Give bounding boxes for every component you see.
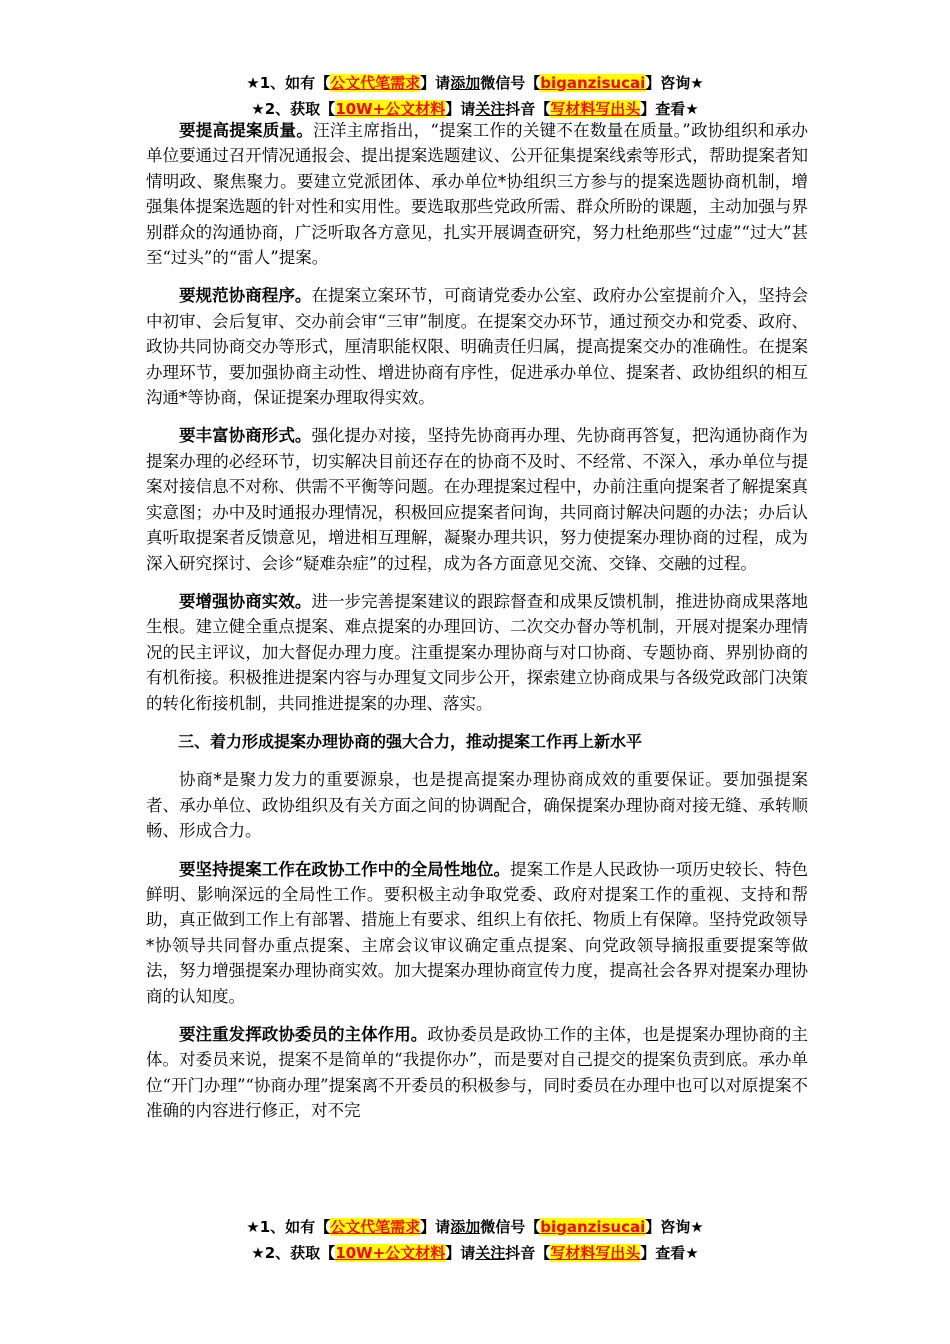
paragraph-lead: 要坚持提案工作在政协工作中的全局性地位。 <box>179 859 511 879</box>
paragraph-lead: 要丰富协商形式。 <box>179 426 312 446</box>
banner-line-2 <box>0 1240 950 1266</box>
highlight-douyin-account: 写材料写出头 <box>550 1244 641 1262</box>
banner-text: 】请 <box>445 100 476 118</box>
paragraph-lead: 要注重发挥政协委员的主体作用。 <box>179 1025 428 1044</box>
paragraph-lead: 要提高提案质量。 <box>179 121 314 140</box>
paragraph-text: 汪洋主席指出，“提案工作的关键不在数量在质量。”政协组织和承办单位要通过召开情况通报会、提出提案选题建议、公开征集提案线索等形式，帮助提案者知情明政、聚焦聚力。要建立党派团体、承办单位*协组织三方参与的提案选题协商机制，增强集体提案选题的针对性和实用性。要选取那些党政所需、群众所盼的课题，主动加强与界别群众的沟通协商，广泛听取各方意见，扎实开展调查研究，努力杜绝那些“过虚”“过大”甚至“过头”的“雷人”提案。 <box>146 121 809 268</box>
banner-text: 抖音【 <box>505 1244 551 1262</box>
paragraph-text: 提案工作是人民政协一项历史较长、特色鲜明、影响深远的全局性工作。要积极主动争取党委、政府对提案工作的重视、支持和帮助，真正做到工作上有部署、措施上有要求、组织上有依托、物质上有保障。坚持党政领导*协领导共同督办重点提案、主席会议审议确定重点提案、向党政领导摘报重要提案等做法，努力增强提案办理协商实效。加大提案办理协商宣传力度，提高社会各界对提案办理协商的认知度。 <box>146 859 809 1006</box>
banner-emphasis: 关注 <box>475 100 506 118</box>
paragraph-text: 强化提办对接，坚持先协商再办理、先协商再答复，把沟通协商作为提案办理的必经环节，切实解决目前还存在的协商不及时、不经常、不深入，承办单位与提案对接信息不对称、供需不平衡等问题。在办理提案过程中，办前注重向提案者了解提案真实意图；办中及时通报办理情况，积极回应提案者问询，共同商讨解决问题的办法；办后认真听取提案者反馈意见，增进相互理解，凝聚办理共识，努力使提案办理协商的过程，成为深入研究探讨、会诊“疑难杂症”的过程，成为各方面意见交流、交锋、交融的过程。 <box>146 426 809 573</box>
banner-emphasis: 添加 <box>450 74 481 92</box>
highlight-wechat-id: biganzisucai <box>540 1218 646 1236</box>
banner-text: ★2、获取【 <box>251 100 336 118</box>
paragraph-text: 进一步完善提案建议的跟踪督查和成果反馈机制，推进协商成果落地生根。建立健全重点提案、难点提案的办理回访、二次交办督办等机制，开展对提案办理情况的民主评议，加大督促办理力度。注重提案办理协商与对口协商、专题协商、界别协商的有机衔接。积极推进提案内容与办理复文同步公开，探索建立协商成果与各级党政部门决策的转化衔接机制，共同推进提案的办理、落实。 <box>146 591 809 713</box>
body-content <box>146 118 808 1124</box>
banner-emphasis: 关注 <box>475 1244 506 1262</box>
paragraph-member-role <box>146 1022 808 1124</box>
paragraph-consultation-effect <box>146 589 808 716</box>
highlight-douyin-account: 写材料写出头 <box>550 100 641 118</box>
paragraph-proposal-quality <box>146 118 808 270</box>
banner-text: 】请 <box>445 1244 476 1262</box>
banner-text: 】请 <box>420 1218 451 1236</box>
banner-text: 】查看★ <box>640 1244 699 1262</box>
paragraph-consultation-forms <box>146 423 808 575</box>
section-intro: 协商*是聚力发力的重要源泉，也是提高提案办理协商成效的重要保证。要加强提案者、承办单位、政协组织及有关方面之间的协调配合，确保提案办理协商对接无缝、承转顺畅、形成合力。 <box>146 770 808 841</box>
banner-text: 】查看★ <box>640 100 699 118</box>
footer-banner <box>0 1214 950 1266</box>
banner-text: 抖音【 <box>505 100 551 118</box>
banner-line-1 <box>0 1214 950 1240</box>
section-heading: 三、着力形成提案办理协商的强大合力，推动提案工作再上新水平 <box>178 731 643 751</box>
highlight-ghostwriting: 公文代笔需求 <box>330 1218 421 1236</box>
paragraph-text: 政协委员是政协工作的主体，也是提案办理协商的主体。对委员来说，提案不是简单的“我提你办”，而是要对自己提交的提案负责到底。承办单位“开门办理”“协商办理”提案离不开委员的积极参与，同时委员在办理中也可以对原提案不准确的内容进行修正，对不完 <box>146 1025 809 1121</box>
banner-text: ★1、如有【 <box>246 1218 331 1236</box>
highlight-wechat-id: biganzisucai <box>540 74 646 92</box>
banner-text: 】咨询★ <box>645 74 704 92</box>
paragraph-consultation-procedure <box>146 283 808 410</box>
banner-text: ★2、获取【 <box>251 1244 336 1262</box>
banner-text: ★1、如有【 <box>246 74 331 92</box>
banner-text: 微信号【 <box>480 74 541 92</box>
paragraph-lead: 要增强协商实效。 <box>179 591 312 611</box>
highlight-materials: 10W+公文材料 <box>335 1244 446 1262</box>
header-banner <box>0 70 950 122</box>
paragraph-lead: 要规范协商程序。 <box>179 286 312 306</box>
banner-text: 微信号【 <box>480 1218 541 1236</box>
banner-text: 】咨询★ <box>645 1218 704 1236</box>
banner-line-1 <box>0 70 950 96</box>
paragraph-overall-status <box>146 857 808 1009</box>
paragraph-text: 在提案立案环节，可商请党委办公室、政府办公室提前介入，坚持会中初审、会后复审、交办前会审“三审”制度。在提案交办环节，通过预交办和党委、政府、政协共同协商交办等形式，厘清职能权限、明确责任归属，提高提案交办的准确性。在提案办理环节，要加强协商主动性、增进协商有序性，促进承办单位、提案者、政协组织的相互沟通*等协商，保证提案办理取得实效。 <box>146 286 809 408</box>
highlight-ghostwriting: 公文代笔需求 <box>330 74 421 92</box>
highlight-materials: 10W+公文材料 <box>335 100 446 118</box>
banner-text: 】请 <box>420 74 451 92</box>
banner-emphasis: 添加 <box>450 1218 481 1236</box>
